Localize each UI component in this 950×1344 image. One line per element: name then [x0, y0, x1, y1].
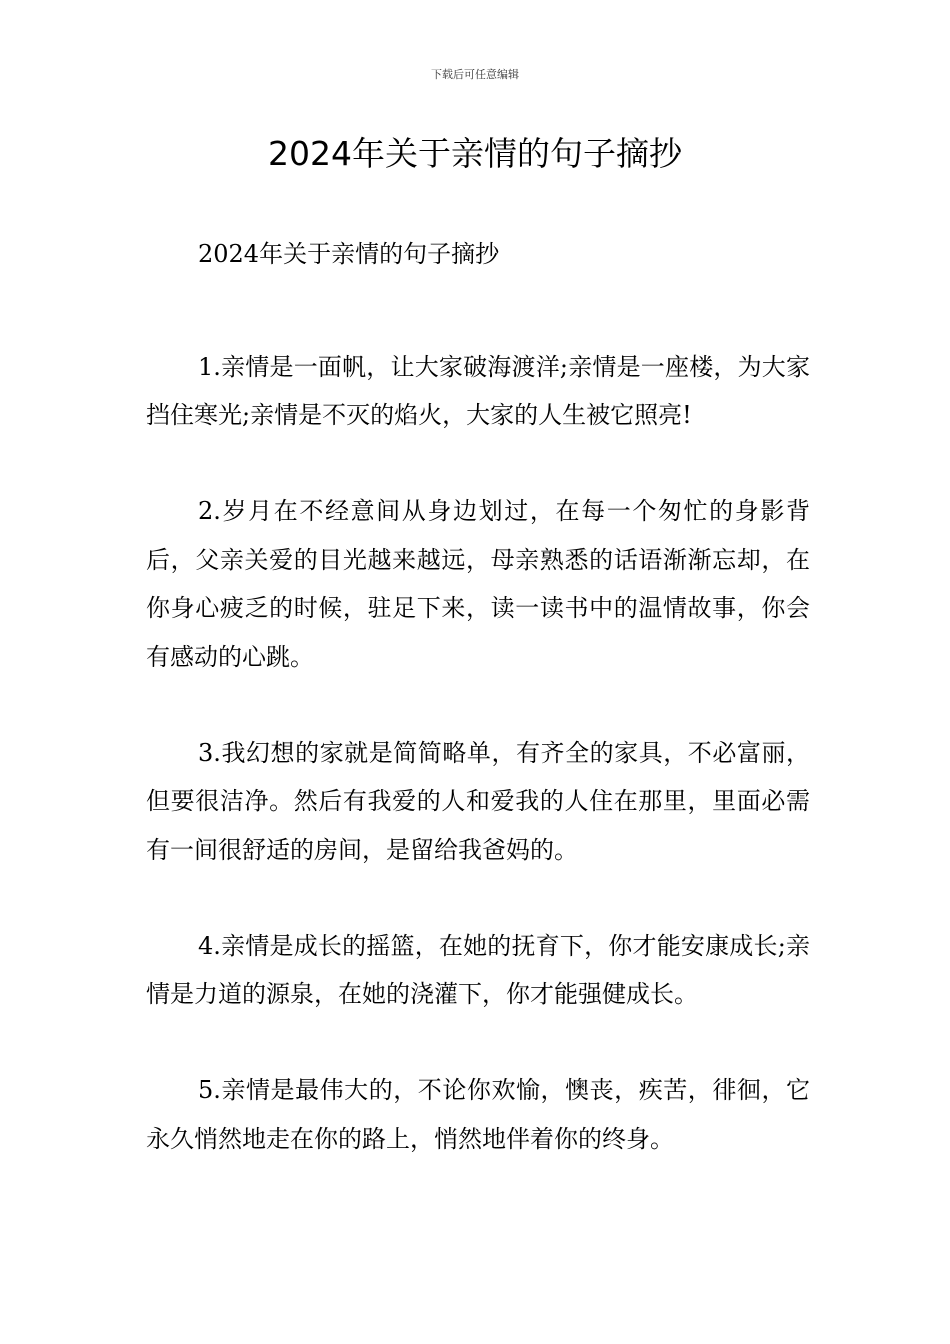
- paragraph-5: 5.亲情是最伟大的，不论你欢愉，懊丧，疾苦，徘徊，它永久悄然地走在你的路上，悄然地伴着你的终身。: [146, 1076, 810, 1153]
- paragraph-1: 1.亲情是一面帆，让大家破海渡洋;亲情是一座楼，为大家挡住寒光;亲情是不灭的焰火，大家的人生被它照亮!: [146, 352, 810, 429]
- document-body: [146, 230, 810, 1211]
- document-title: 2024年关于亲情的句子摘抄: [268, 134, 682, 173]
- document-subtitle: 2024年关于亲情的句子摘抄: [198, 240, 500, 268]
- header-note: 下载后可任意编辑: [431, 68, 519, 81]
- paragraph-4: 4.亲情是成长的摇篮，在她的抚育下，你才能安康成长;亲情是力道的源泉，在她的浇灌下，你才能强健成长。: [146, 931, 810, 1008]
- paragraph-3: 3.我幻想的家就是简简略单，有齐全的家具，不必富丽，但要很洁净。然后有我爱的人和爱我的人住在那里，里面必需有一间很舒适的房间，是留给我爸妈的。: [146, 738, 810, 864]
- paragraph-2: 2.岁月在不经意间从身边划过，在每一个匆忙的身影背后，父亲关爱的目光越来越远，母亲熟悉的话语渐渐忘却，在你身心疲乏的时候，驻足下来，读一读书中的温情故事，你会有感动的心跳。: [146, 497, 810, 671]
